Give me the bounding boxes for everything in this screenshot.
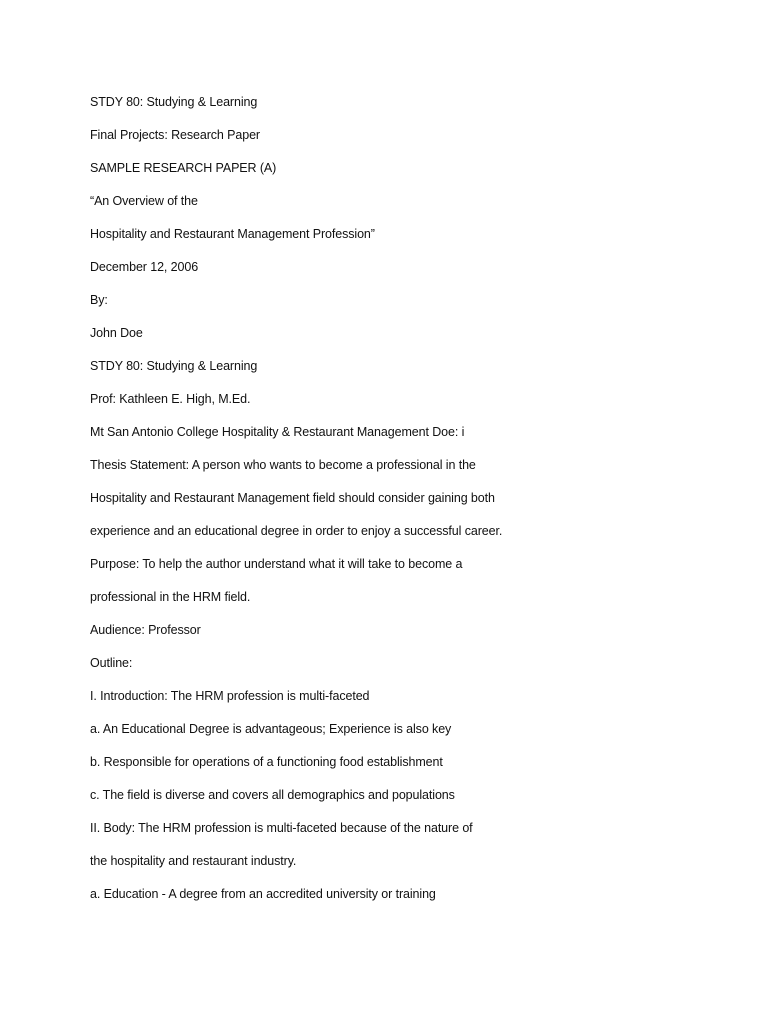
audience: Audience: Professor <box>90 623 201 637</box>
course-name: STDY 80: Studying & Learning <box>90 359 258 373</box>
assignment-header: Final Projects: Research Paper <box>90 128 260 142</box>
thesis-line-3: experience and an educational degree in order to enjoy a successful career. <box>90 524 503 538</box>
outline-body-line-2: the hospitality and restaurant industry. <box>90 854 297 868</box>
by-label: By: <box>90 293 108 307</box>
outline-intro-c: c. The field is diverse and covers all demographics and populations <box>90 788 455 802</box>
title-line-2: Hospitality and Restaurant Management Profession” <box>90 227 375 241</box>
thesis-line-1: Thesis Statement: A person who wants to become a professional in the <box>90 458 476 472</box>
title-line-1: “An Overview of the <box>90 194 198 208</box>
outline-intro: I. Introduction: The HRM profession is multi-faceted <box>90 689 370 703</box>
professor-name: Prof: Kathleen E. High, M.Ed. <box>90 392 251 406</box>
course-header: STDY 80: Studying & Learning <box>90 95 258 109</box>
running-header: Mt San Antonio College Hospitality & Restaurant Management Doe: i <box>90 425 465 439</box>
outline-label: Outline: <box>90 656 133 670</box>
outline-intro-b: b. Responsible for operations of a functioning food establishment <box>90 755 443 769</box>
outline-intro-a: a. An Educational Degree is advantageous; Experience is also key <box>90 722 452 736</box>
outline-body-a: a. Education - A degree from an accredited university or training <box>90 887 436 901</box>
thesis-line-2: Hospitality and Restaurant Management field should consider gaining both <box>90 491 495 505</box>
outline-body-line-1: II. Body: The HRM profession is multi-faceted because of the nature of <box>90 821 473 835</box>
purpose-line-1: Purpose: To help the author understand what it will take to become a <box>90 557 463 571</box>
sample-label: SAMPLE RESEARCH PAPER (A) <box>90 161 277 175</box>
author-name: John Doe <box>90 326 143 340</box>
purpose-line-2: professional in the HRM field. <box>90 590 251 604</box>
paper-date: December 12, 2006 <box>90 260 199 274</box>
